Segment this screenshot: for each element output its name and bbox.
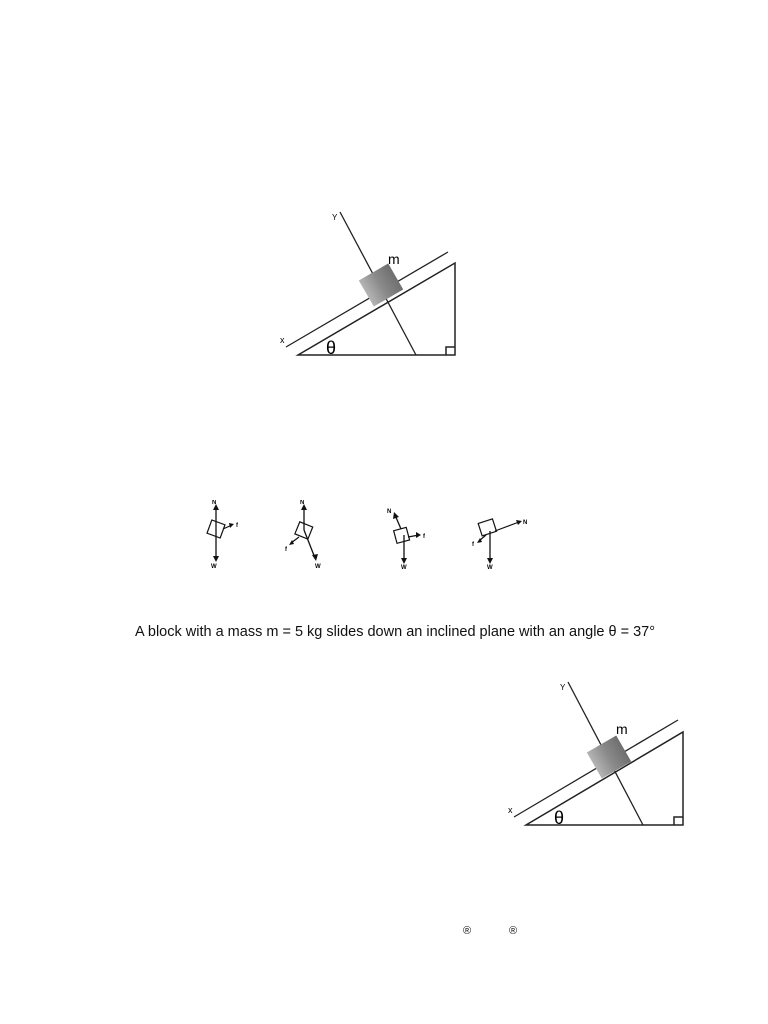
fbd-label-w: W xyxy=(487,565,493,569)
fbd-label-f: f xyxy=(423,534,425,540)
fbd-label-n: N xyxy=(212,500,217,506)
fbd-label-f: f xyxy=(472,542,474,548)
mass-label: m xyxy=(616,721,628,737)
fbd-label-n: N xyxy=(300,500,305,506)
x-axis-label: x xyxy=(508,805,513,815)
fbd-option-2[interactable] xyxy=(285,500,335,568)
problem-statement: A block with a mass m = 5 kg slides down an inclined plane with an angle θ = 37° xyxy=(135,624,656,640)
fbd-label-n: N xyxy=(387,509,392,515)
fbd-label-f: f xyxy=(236,523,238,529)
block-mass xyxy=(587,736,631,779)
fbd-label-w: W xyxy=(401,565,407,569)
fbd-label-w: W xyxy=(211,564,217,568)
x-axis-line xyxy=(286,252,448,347)
fbd-label-f: f xyxy=(285,547,287,553)
angle-label: θ xyxy=(326,338,337,358)
fbd-option-3[interactable] xyxy=(385,507,435,569)
y-axis-label: Y xyxy=(332,213,338,222)
x-axis-label: x xyxy=(280,335,285,345)
fbd-label-w: W xyxy=(315,564,321,568)
mass-label: m xyxy=(388,251,400,267)
registered-mark-1: ® xyxy=(463,925,472,937)
incline-diagram-bottom xyxy=(498,670,698,835)
registered-mark-2: ® xyxy=(509,925,518,937)
fbd-option-4[interactable] xyxy=(472,513,532,569)
fbd-option-1[interactable] xyxy=(198,500,248,568)
angle-label: θ xyxy=(554,808,565,828)
incline-diagram-top xyxy=(270,200,470,365)
fbd-label-n: N xyxy=(523,520,528,526)
fbd-options-row xyxy=(190,495,550,570)
y-axis-label: Y xyxy=(560,683,566,692)
